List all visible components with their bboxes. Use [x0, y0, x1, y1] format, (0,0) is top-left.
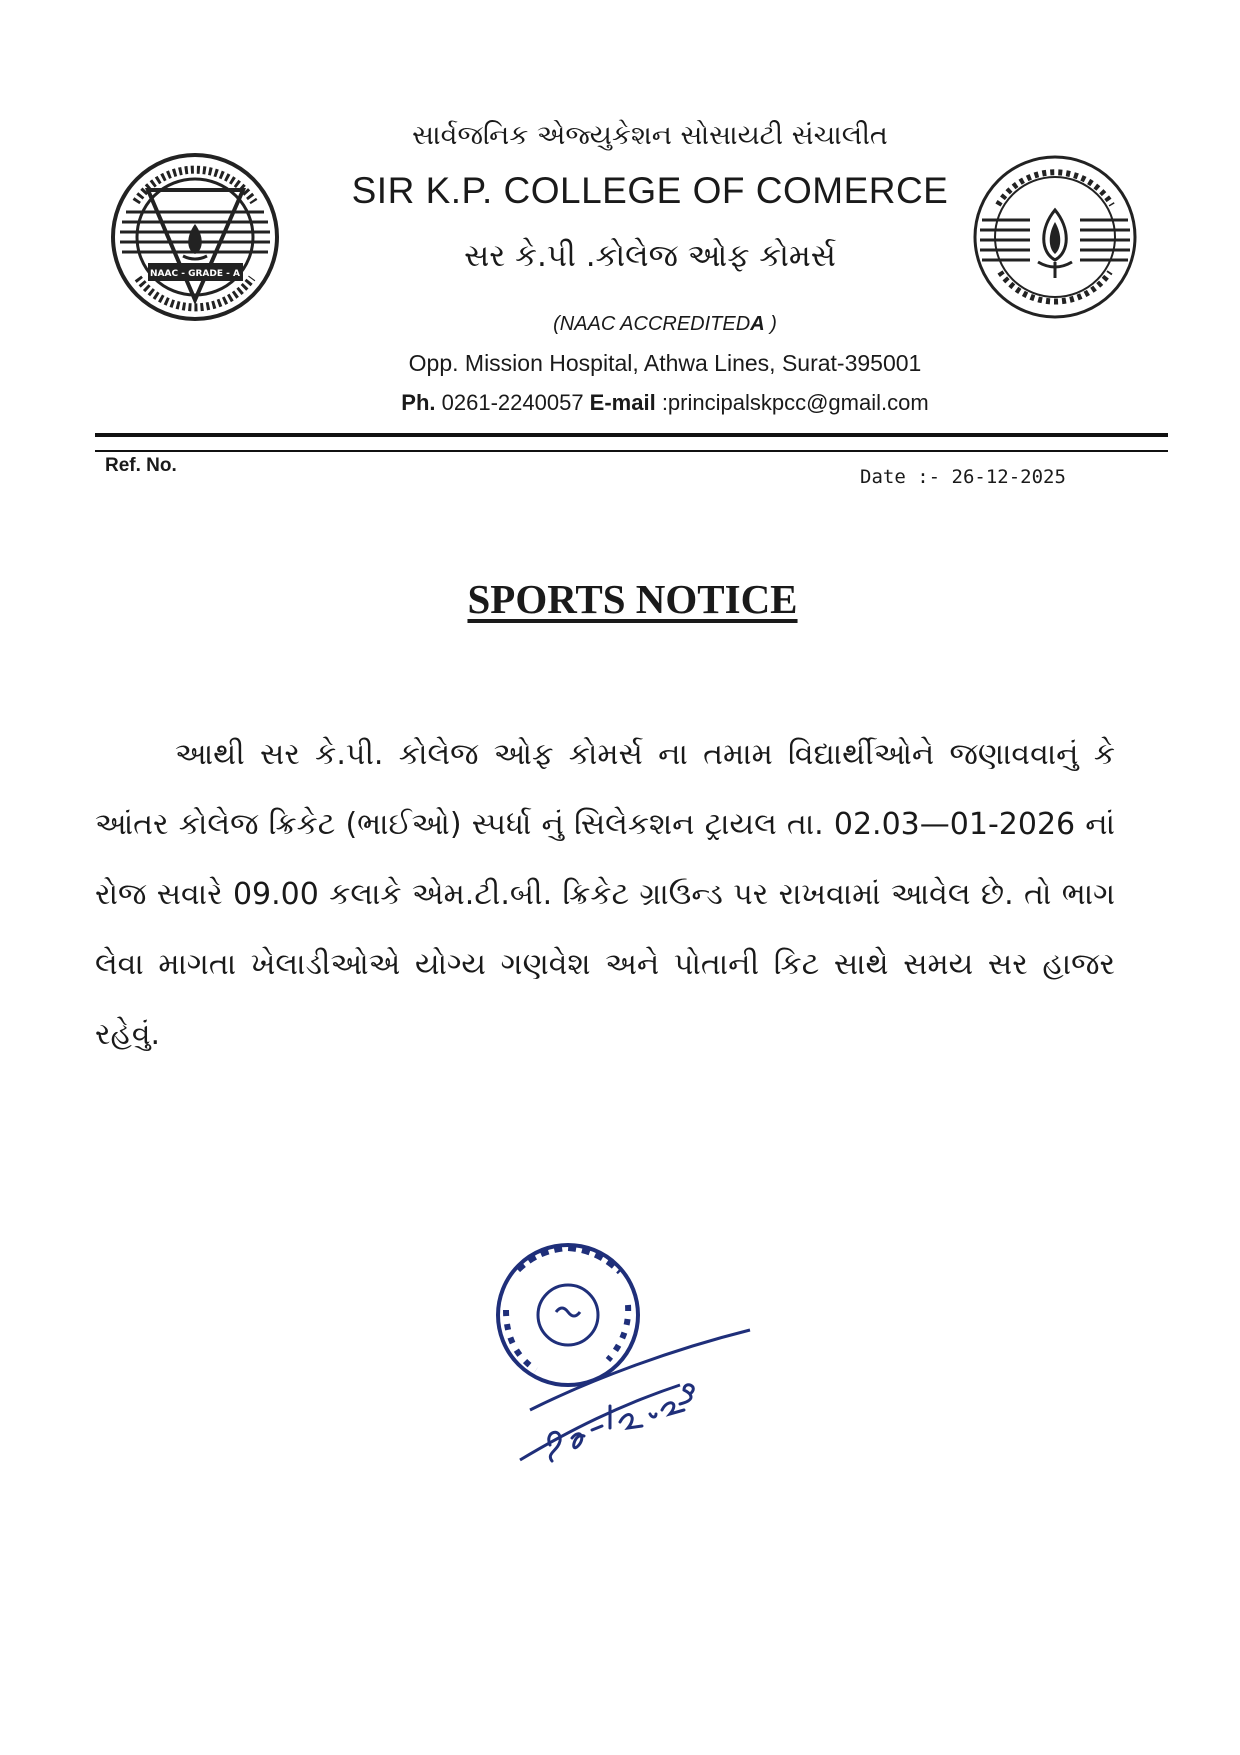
college-address: Opp. Mission Hospital, Athwa Lines, Surat-395001 [408, 350, 922, 376]
society-line: સાર્વજનિક એજ્યુકેશન સોસાયટી સંચાલીત [412, 120, 888, 151]
notice-body [95, 720, 1115, 1070]
email-label: E-mail [589, 390, 656, 415]
notice-paragraph: આથી સર કે.પી. કોલેજ ઓફ કોમર્સ ના તમામ વિદ્યાર્થીઓને જણાવવાનું કે આંતર કોલેજ ક્રિકેટ (ભાઈઓ) સ્પર્ધા નું સિલેકશન ટ્રાયલ તા. 02.03—01-2026 નાં રોજ સવારે 09.00 કલાકે એમ.ટી.બી. ક્રિકેટ ગ્રાઉન્ડ પર રાખવામાં આવેલ છે. તો ભાગ લેવા માગતા ખેલાડીઓએ યોગ્ય ગણવેશ અને પોતાની કિટ સાથે સમય સર હાજર રહેવું. [95, 737, 1115, 1052]
accreditation-suffix: ) [764, 313, 777, 335]
phone-number: 0261-2240057 [435, 390, 590, 415]
logo-grade-text: NAAC - GRADE - A [150, 269, 240, 279]
email-address: :principalskpcc@gmail.com [655, 390, 929, 415]
college-name-gujarati: સર કે.પી .કોલેજ ઓફ કોમર્સ [464, 238, 836, 274]
signature-icon [510, 1310, 760, 1470]
notice-date: Date :- 26-12-2025 [860, 466, 1066, 488]
accreditation-prefix: (NAAC ACCREDITED [553, 313, 751, 335]
accreditation-grade: A [750, 313, 765, 335]
reference-number: Ref. No. [105, 455, 177, 476]
college-name: SIR K.P. COLLEGE OF COMERCE [351, 170, 949, 211]
phone-label: Ph. [401, 390, 436, 415]
header-divider-thin [95, 450, 1168, 452]
accreditation-line [0, 313, 1240, 336]
page-title: SPORTS NOTICE [467, 576, 798, 622]
header-divider-thick [95, 433, 1168, 437]
contact-line [0, 390, 1240, 416]
